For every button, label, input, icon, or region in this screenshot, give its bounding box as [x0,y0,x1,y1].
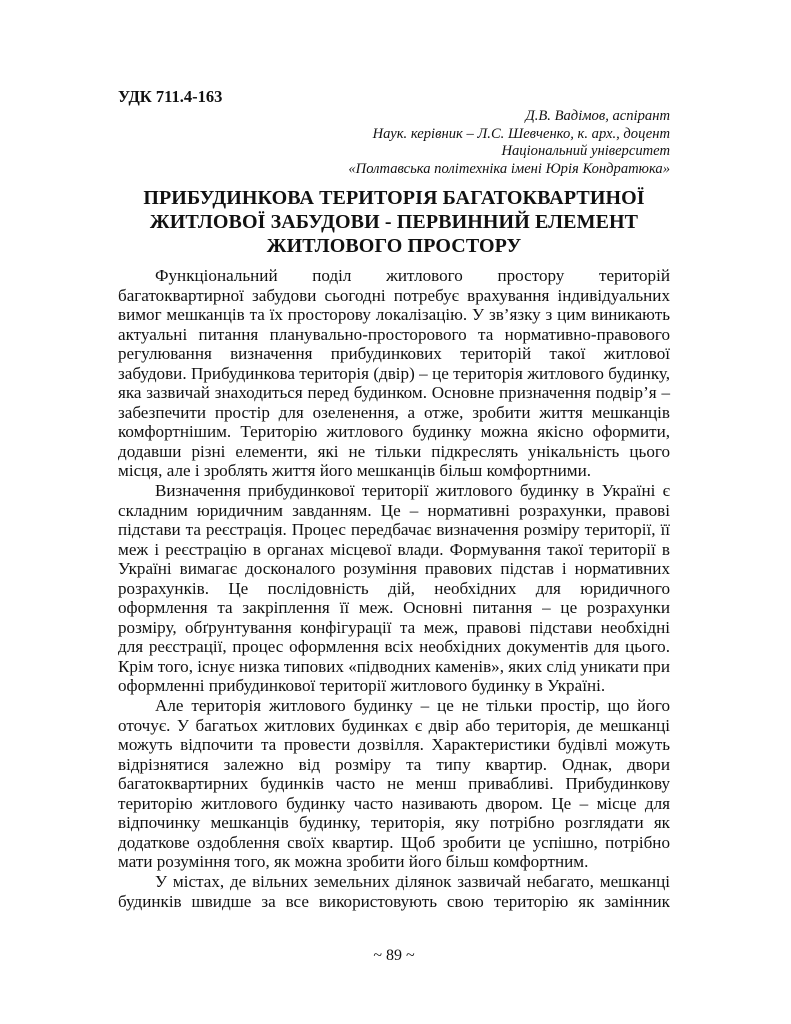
affiliation: Національний університет [501,143,670,160]
author-block [348,108,670,178]
affiliation-name: «Полтавська політехніка імені Юрія Кондратюка» [348,160,670,177]
paragraph: Визначення прибудинкової території житлового будинку в Україні є складним юридичним завданням. Це – нормативні розрахунки, правові підстави та реєстрація. Процес передбачає визначення розміру території, її меж і реєстрацію в органах місцевої влади. Формування такої території в Україні вимагає досконалого розуміння правових підстав і нормативних розрахунків. Це послідовність дій, необхідних для юридичного оформлення та закріплення її меж. Основні питання – це розрахунки розміру, обґрунтування конфігурації та меж, правові підстави необхідні для реєстрації, процес оформлення всіх необхідних документів для цього. Крім того, існує низка типових «підводних каменів», яких слід уникати при оформленні прибудинкової території житлового будинку в Україні. [118,481,671,696]
paragraph: Функціональний поділ житлового простору територій багатоквартирної забудови сьогодні потребує врахування індивідуальних вимог мешканців та їх просторову локалізацію. У зв’язку з цим виникають актуальні питання планувально-просторового та нормативно-правового регулювання визначення прибудинкових територій такої житлової забудови. Прибудинкова територія (двір) – це територія житлового будинку, яка зазвичай знаходиться перед будинком. Основне призначення подвір’я – забезпечити простір для озеленення, а отже, зробити життя мешканців комфортнішим. Територію житлового будинку можна якісно оформити, додавши різні елементи, які не тільки підкреслять унікальність цього місця, але і зроблять життя його мешканців більш комфортними. [118,266,670,481]
article-title [118,186,670,258]
page-number: ~ 89 ~ [373,947,415,964]
title-line: ЖИТЛОВОЇ ЗАБУДОВИ - ПЕРВИННИЙ ЕЛЕМЕНТ [149,211,639,233]
paragraph: У містах, де вільних земельних ділянок зазвичай небагато, мешканці будинків швидше за все використовують свою територію як замінник [118,871,670,911]
author-name: Д.В. Вадімов, аспірант [525,108,670,124]
supervisor: Наук. керівник – Л.С. Шевченко, к. арх., доцент [372,125,670,142]
paragraph: Але територія житлового будинку – це не тільки простір, що його оточує. У багатьох житлових будинках є двір або територія, де мешканці можуть відпочити та провести дозвілля. Характеристики будівлі можуть відрізнятися залежно від розміру та типу квартир. Однак, двори багатоквартирних будинків часто не менш привабливі. Прибудинкову територію житлового будинку часто називають двором. Це – місце для відпочинку мешканців будинку, територія, яку потрібно розглядати як додаткове оздоблення своїх квартир. Щоб зробити це успішно, потрібно мати розуміння того, як можна зробити його більш комфортним. [118,696,670,872]
article-body [118,266,670,911]
title-line: ЖИТЛОВОГО ПРОСТОРУ [266,235,522,257]
title-line: ПРИБУДИНКОВА ТЕРИТОРІЯ БАГАТОКВАРТИНОЇ [143,187,645,209]
udk-code: УДК 711.4-163 [118,87,223,106]
